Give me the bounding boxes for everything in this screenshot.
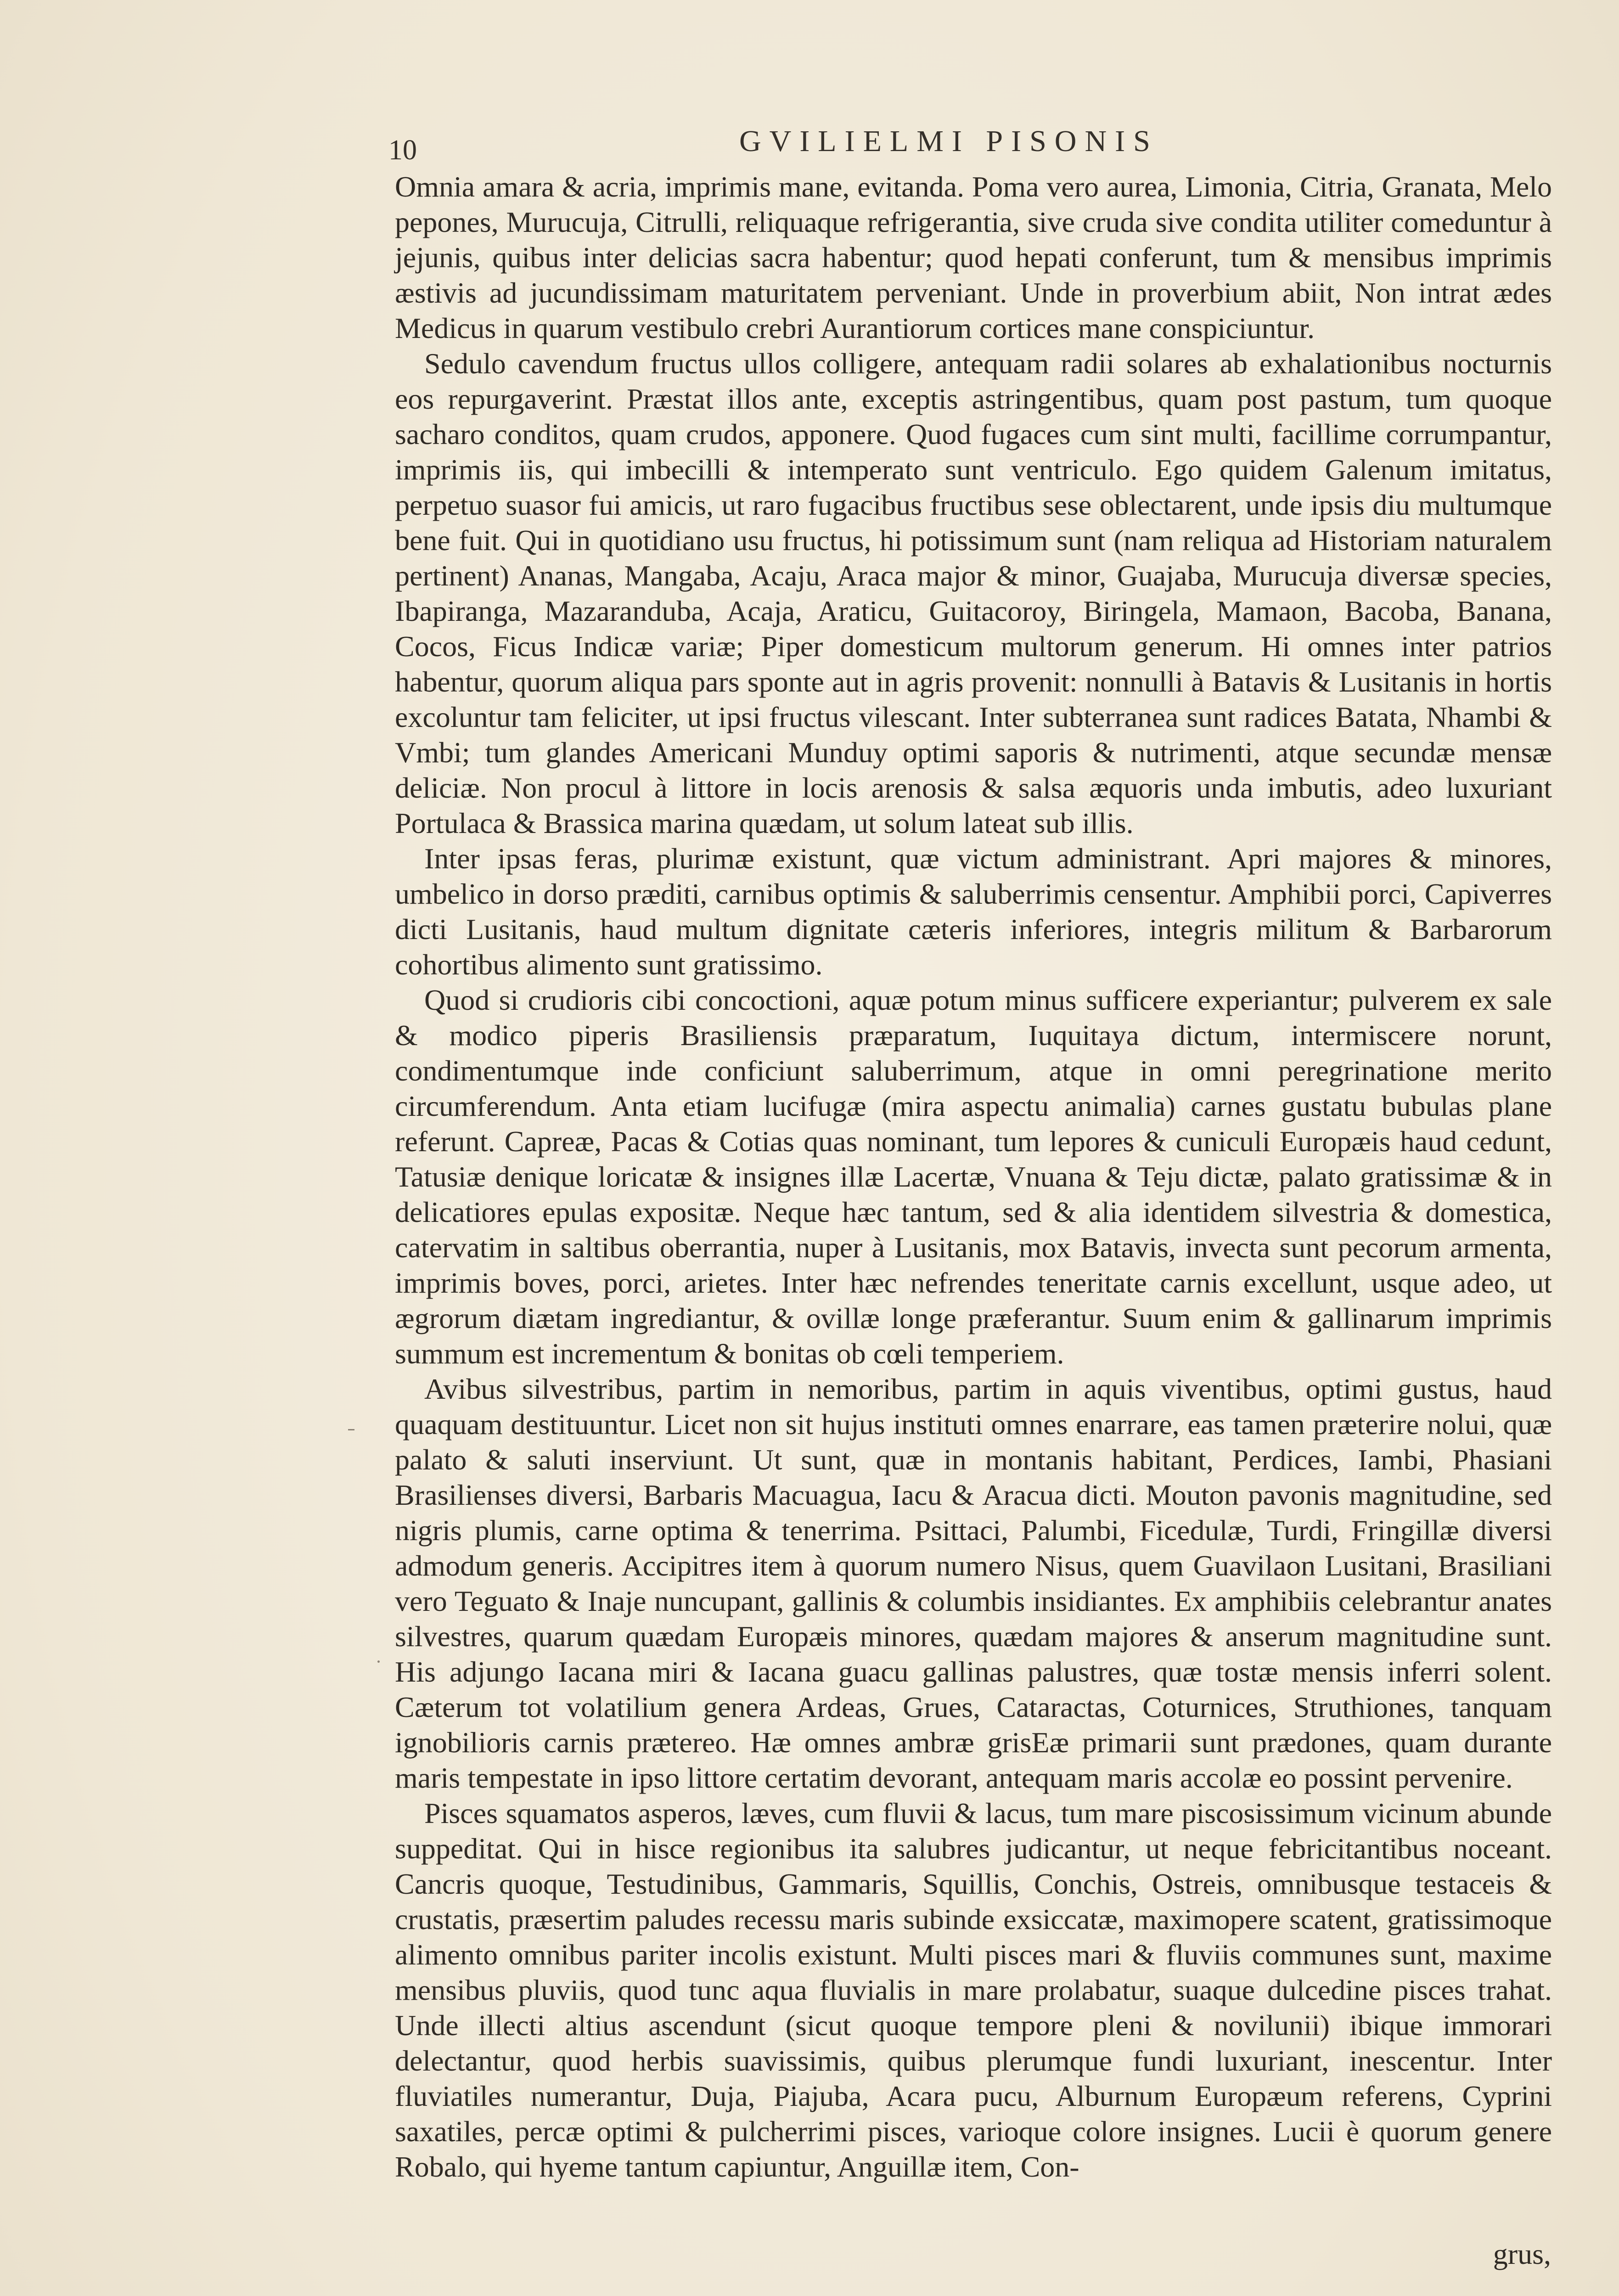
paragraph-6: Pisces squamatos asperos, læves, cum fluvii & lacus, tum mare piscosissimum vicinum abunde suppeditat. Qui in hisce regionibus ita salubres judicantur, ut neque febricitantibus noceant. Cancris quoque, Testudinibus, Gammaris, Squillis, Conchis, Ostreis, omnibusque testaceis & crustatis, præsertim paludes recessu maris subinde exsiccatæ, maximopere scatent, gratissimoque alimento omnibus pariter incolis existunt. Multi pisces mari & fluviis communes sunt, maxime mensibus pluviis, quod tunc aqua fluvialis in mare prolabatur, suaque dulcedine pisces trahat. Unde illecti altius ascendunt (sicut quoque tempore pleni & novilunii) ibique immorari delectantur, quod herbis suavissimis, quibus plerumque fundi luxuriant, inescentur. Inter fluviatiles numerantur, Duja, Piajuba, Acara pucu, Alburnum Europæum referens, Cyprini saxatiles, percæ optimi & pulcherrimi pisces, varioque colore insignes. Lucii è quorum genere Robalo, qui hyeme tantum capiuntur, Anguillæ item, Con- <box>395 1797 1552 2183</box>
paragraph-5: Avibus silvestribus, partim in nemoribus, partim in aquis viventibus, optimi gustus, haud quaquam destituuntur. Licet non sit hujus instituti omnes enarrare, eas tamen præterire nolui, quæ palato & saluti inserviunt. Ut sunt, quæ in montanis habitant, Perdices, Iambi, Phasiani Brasilienses diversi, Barbaris Macuagua, Iacu & Aracua dicti. Mouton pavonis magnitudine, sed nigris plumis, carne optima & tenerrima. Psittaci, Palumbi, Ficedulæ, Turdi, Fringillæ diversi admodum generis. Accipitres item à quorum numero Nisus, quem Guavilaon Lusitani, Brasiliani vero Teguato & Inaje nuncupant, gallinis & columbis insidiantes. Ex amphibiis celebrantur anates silvestres, quarum quædam Europæis minores, quædam majores & anserum magnitudine sunt. His adjungo Iacana miri & Iacana guacu gallinas palustres, quæ tostæ mensis inferri solent. Cæterum tot volatilium genera Ardeas, Grues, Cataractas, Coturnices, Struthiones, tanquam ignobilioris carnis prætereo. Hæ omnes ambræ grisEæ primarii sunt prædones, quam durante maris tempestate in ipso littore certatim devorant, antequam maris accolæ eo possint pervenire. <box>395 1373 1552 1794</box>
running-title: GVILIELMI PISONIS <box>739 124 1158 158</box>
paragraph-3: Inter ipsas feras, plurimæ existunt, quæ victum administrant. Apri majores & minores, umbelico in dorso præditi, carnibus optimis & saluberrimis censentur. Amphibii porci, Capiverres dicti Lusitanis, haud multum dignitate cæteris inferiores, integris militum & Barbarorum cohortibus alimento sunt gratissimo. <box>395 842 1552 981</box>
paragraph-2: Sedulo cavendum fructus ullos colligere, antequam radii solares ab exhalationibus nocturnis eos repurgaverint. Præstat illos ante, exceptis astringentibus, quam post pastum, tum quoque sacharo conditos, quam crudos, apponere. Quod fugaces cum sint multi, facillime corrumpantur, imprimis iis, qui imbecilli & intemperato sunt ventriculo. Ego quidem Galenum imitatus, perpetuo suasor fui amicis, ut raro fugacibus fructibus sese oblectarent, unde ipsis diu multumque bene fuit. Qui in quotidiano usu fructus, hi potissimum sunt (nam reliqua ad Historiam naturalem pertinent) Ananas, Mangaba, Acaju, Araca major & minor, Guajaba, Murucuja diversæ species, Ibapiranga, Mazaranduba, Acaja, Araticu, Guitacoroy, Biringela, Mamaon, Bacoba, Banana, Cocos, Ficus Indicæ variæ; Piper domesticum multorum generum. Hi omnes inter patrios habentur, quorum aliqua pars sponte aut in agris provenit: nonnulli à Batavis & Lusitanis in hortis excoluntur tam feliciter, ut ipsi fructus vilescant. Inter subterranea sunt radices Batata, Nhambi & Vmbi; tum glandes Americani Munduy optimi saporis & nutrimenti, atque secundæ mensæ deliciæ. Non procul à littore in locis arenosis & salsa æquoris unda imbutis, adeo luxuriant Portulaca & Brassica marina quædam, ut solum lateat sub illis. <box>395 347 1552 839</box>
paragraph-1: Omnia amara & acria, imprimis mane, evitanda. Poma vero aurea, Limonia, Citria, Granata, Melo pepones, Murucuja, Citrulli, reliquaque refrigerantia, sive cruda sive condita utiliter comeduntur à jejunis, quibus inter delicias sacra habentur; quod hepati conferunt, tum & mensibus imprimis æstivis ad jucundissimam maturitatem perveniant. Unde in proverbium abiit, Non intrat ædes Medicus in quarum vestibulo crebri Aurantiorum cortices mane conspiciuntur. <box>395 170 1552 344</box>
margin-dot-mark <box>377 1660 380 1663</box>
catchword: grus, <box>1493 2238 1551 2270</box>
page-number: 10 <box>388 135 417 166</box>
paragraph-4: Quod si crudioris cibi concoctioni, aquæ potum minus sufficere experiantur; pulverem ex sale & modico piperis Brasiliensis præparatum, Iuquitaya dictum, intermiscere norunt, condimentumque inde conficiunt saluberrimum, atque in omni peregrinatione merito circumferendum. Anta etiam lucifugæ (mira aspectu animalia) carnes gustatu bubulas plane referunt. Capreæ, Pacas & Cotias quas nominant, tum lepores & cuniculi Europæis haud cedunt, Tatusiæ denique loricatæ & insignes illæ Lacertæ, Vnuana & Teju dictæ, palato gratissimæ & in delicatiores epulas expositæ. Neque hæc tantum, sed & alia identidem silvestria & domestica, catervatim in saltibus oberrantia, nuper à Lusitanis, mox Batavis, invecta sunt pecorum armenta, imprimis boves, porci, arietes. Inter hæc nefrendes teneritate carnis excellunt, usque adeo, ut ægrorum diætam ingrediantur, & ovillæ longe præferantur. Suum enim & gallinarum imprimis summum est incrementum & bonitas ob cœli temperiem. <box>395 984 1552 1370</box>
body-text <box>395 169 1552 2184</box>
margin-tick-mark <box>348 1429 354 1430</box>
